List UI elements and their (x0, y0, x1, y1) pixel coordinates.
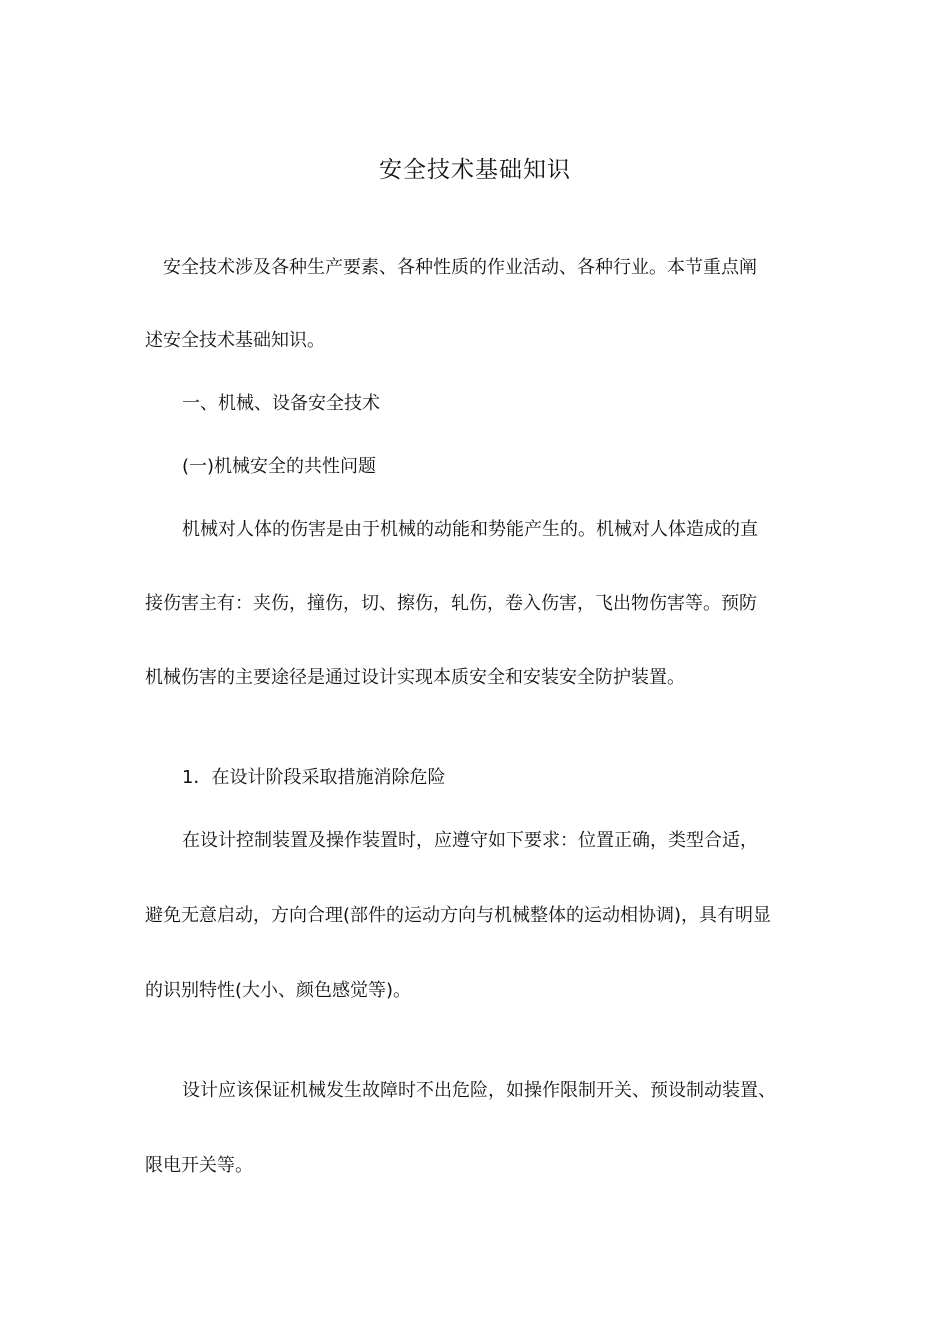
paragraph-line: 在设计控制装置及操作装置时，应遵守如下要求：位置正确，类型合适， (182, 830, 758, 851)
subsection-heading: (一)机械安全的共性问题 (182, 456, 377, 477)
paragraph-line: 述安全技术基础知识。 (145, 330, 325, 351)
section-heading: 一、机械、设备安全技术 (182, 393, 380, 414)
paragraph-line: 机械对人体的伤害是由于机械的动能和势能产生的。机械对人体造成的直 (182, 519, 758, 540)
paragraph-line: 设计应该保证机械发生故障时不出危险，如操作限制开关、预设制动装置、 (182, 1080, 776, 1101)
paragraph-line: 安全技术涉及各种生产要素、各种性质的作业活动、各种行业。本节重点阐 (163, 257, 757, 278)
paragraph-line: 机械伤害的主要途径是通过设计实现本质安全和安装安全防护装置。 (145, 667, 685, 688)
document-title: 安全技术基础知识 (379, 157, 571, 183)
numbered-heading: 1．在设计阶段采取措施消除危险 (182, 767, 446, 788)
paragraph-line: 的识别特性(大小、颜色感觉等)。 (145, 980, 412, 1001)
paragraph-line: 接伤害主有：夹伤，撞伤，切、擦伤，轧伤，卷入伤害，飞出物伤害等。预防 (145, 593, 757, 614)
paragraph-line: 限电开关等。 (145, 1155, 253, 1176)
paragraph-line: 避免无意启动，方向合理(部件的运动方向与机械整体的运动相协调)，具有明显 (145, 905, 772, 926)
